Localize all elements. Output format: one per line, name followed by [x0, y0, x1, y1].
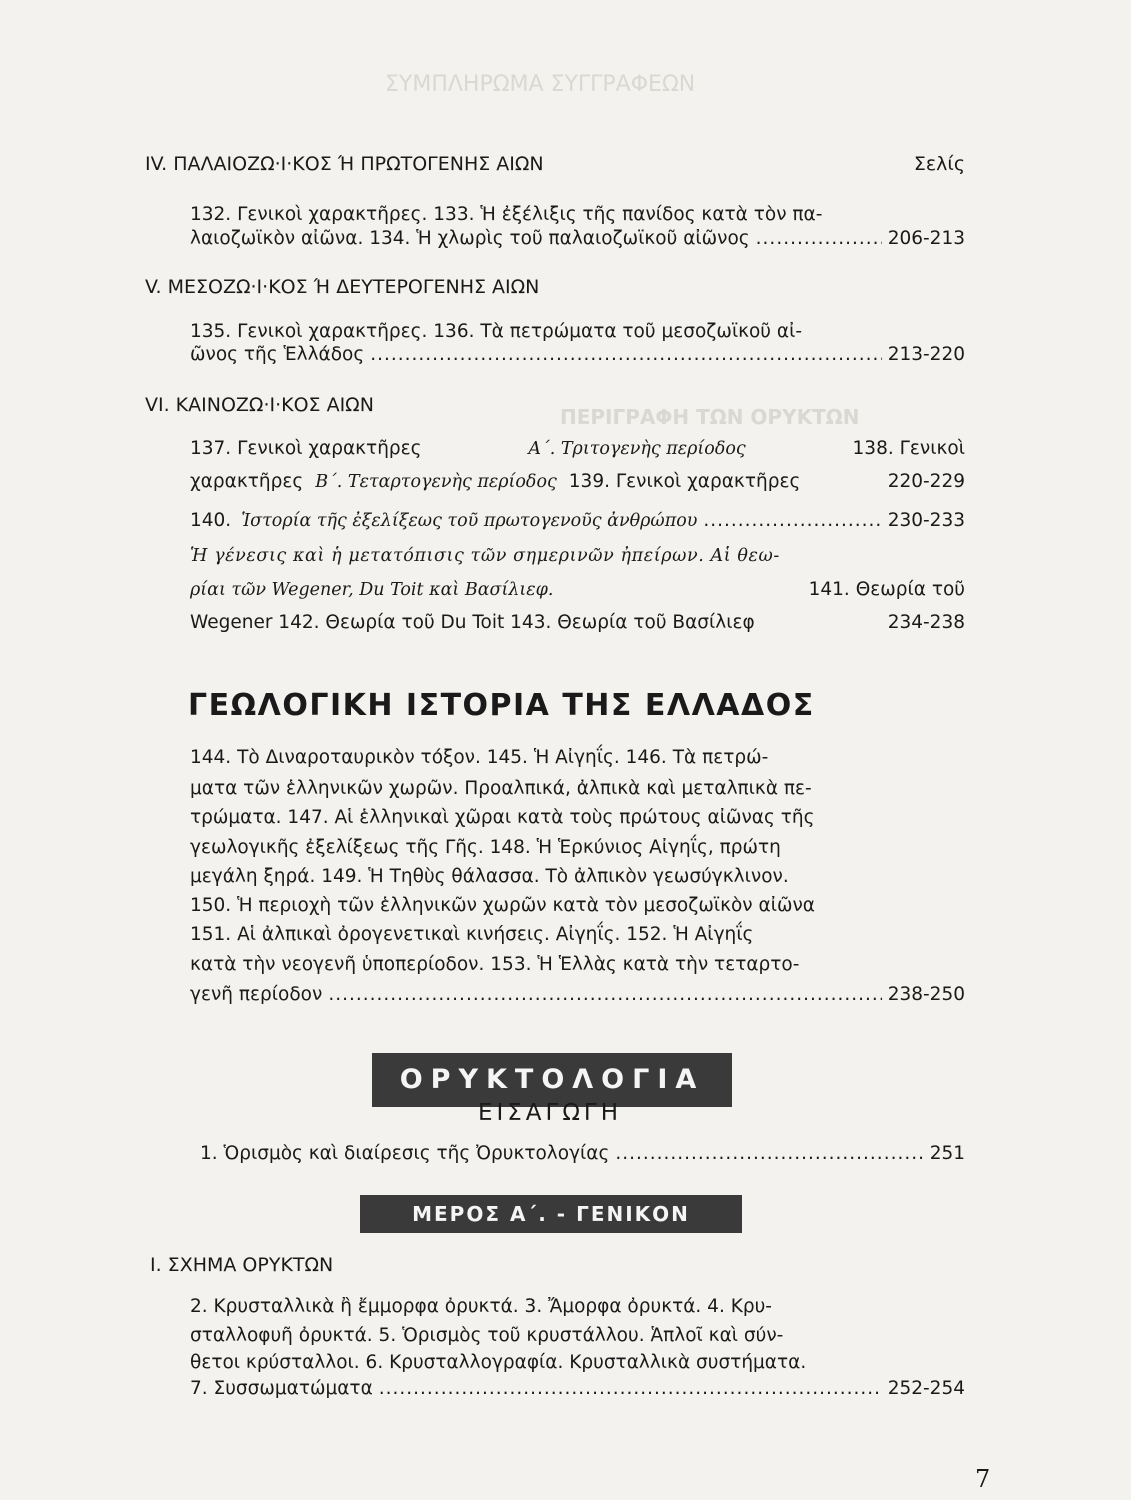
toc-italic-line: Ἡ γένεσις καὶ ἡ μετατόπισις τῶν σημερινῶν ἠπείρων. Αἱ θεω- [190, 546, 780, 566]
section-i-heading: I. ΣΧΗΜΑ ΟΡΥΚΤΩΝ [150, 1254, 334, 1276]
toc-text: 7. Συσσωματώματα [190, 1378, 373, 1399]
bleed-through-text: ΠΕΡΙΓΡΑΦΗ ΤΩΝ ΟΡΥΚΤΩΝ [560, 405, 860, 429]
toc-entry-line [190, 437, 965, 461]
toc-entry-line: 132. Γενικοὶ χαρακτῆρες. 133. Ἡ ἐξέλιξις τῆς πανίδος κατὰ τὸν πα- [190, 204, 823, 225]
toc-text: 140. [190, 510, 232, 531]
mineralogy-banner: ΟΡΥΚΤΟΛΟΓΙΑ [372, 1053, 732, 1107]
bleed-through-text: ΣΥΜΠΛΗΡΩΜΑ ΣΥΓΓΡΑΦΕΩΝ [385, 72, 696, 97]
toc-entry-line [190, 470, 965, 494]
toc-text: λαιοζωϊκὸν αἰῶνα. 134. Ἡ χλωρὶς τοῦ παλαιοζωϊκοῦ αἰῶνος [190, 228, 750, 249]
leader-dots [370, 343, 881, 367]
toc-entry-line: 135. Γενικοὶ χαρακτῆρες. 136. Τὰ πετρώματα τοῦ μεσοζωϊκοῦ αἰ- [190, 321, 803, 342]
page-range: 220-229 [887, 471, 965, 492]
page-range: 238-250 [887, 984, 965, 1005]
section-title: IV. ΠΑΛΑΙΟΖΩ·Ι·ΚΟΣ Ή ΠΡΩΤΟΓΕΝΗΣ ΑΙΩΝ [145, 153, 544, 175]
page-range: 213-220 [887, 344, 965, 365]
page-column-label: Σελίς [913, 153, 965, 175]
toc-entry-line: θετοι κρύσταλλοι. 6. Κρυσταλλογραφία. Κρυσταλλικὰ συστήματα. [190, 1352, 807, 1373]
leader-dots [379, 1377, 882, 1401]
page-range: 251 [929, 1143, 965, 1164]
toc-text: ῶνος τῆς Ἑλλάδος [190, 344, 365, 365]
toc-text: χαρακτῆρες [190, 471, 304, 492]
part-a-banner: ΜΕΡΟΣ Α΄. - ΓΕΝΙΚΟΝ [360, 1195, 742, 1233]
toc-entry-line [190, 227, 965, 251]
toc-entry-line: σταλλοφυῆ ὀρυκτά. 5. Ὁρισμὸς τοῦ κρυστάλλου. Ἁπλοῖ καὶ σύν- [190, 1325, 784, 1346]
leader-dots [756, 227, 882, 251]
toc-italic-text: Α΄. Τριτογενὴς περίοδος [528, 439, 746, 459]
toc-entry-line: 151. Αἱ ἀλπικαὶ ὀρογενετικαὶ κινήσεις. Αἰγηΐς. 152. Ἡ Αἰγηΐς [190, 924, 754, 945]
page-number: 7 [975, 1465, 991, 1493]
toc-text: 1. Ὁρισμὸς καὶ διαίρεσις τῆς Ὀρυκτολογίας [200, 1143, 610, 1164]
toc-entry-line [190, 983, 965, 1007]
toc-text: γενῆ περίοδον [190, 984, 323, 1005]
toc-italic-text: Ἱστορία τῆς ἐξελίξεως τοῦ πρωτογενοῦς ἀνθρώπου [241, 511, 698, 531]
introduction-title: ΕΙΣΑΓΩΓΗ [477, 1100, 623, 1126]
leader-dots [328, 983, 881, 1007]
section-vi-heading: VI. ΚΑΙΝΟΖΩ·Ι·ΚΟΣ ΑΙΩΝ [145, 394, 374, 416]
leader-dots [615, 1142, 923, 1166]
toc-italic-text: Β΄. Τεταρτογενὴς περίοδος [315, 472, 557, 492]
section-iv-heading [145, 152, 965, 176]
toc-entry-line [190, 509, 965, 533]
toc-entry-line [200, 1142, 965, 1166]
geology-title: ΓΕΩΛΟΓΙΚΗ ΙΣΤΟΡΙΑ ΤΗΣ ΕΛΛΑΔΟΣ [188, 688, 815, 723]
page-range: 234-238 [887, 612, 965, 633]
toc-text: 139. Γενικοὶ χαρακτῆρες [568, 471, 801, 492]
section-v-heading: V. ΜΕΣΟΖΩ·Ι·ΚΟΣ Ή ΔΕΥΤΕΡΟΓΕΝΗΣ ΑΙΩΝ [145, 276, 540, 298]
toc-entry-line: κατὰ τὴν νεογενῆ ὑποπερίοδον. 153. Ἡ Ἑλλὰς κατὰ τὴν τεταρτο- [190, 954, 800, 975]
toc-entry-line: 150. Ἡ περιοχὴ τῶν ἑλληνικῶν χωρῶν κατὰ τὸν μεσοζωϊκὸν αἰῶνα [190, 895, 815, 916]
toc-entry-line: τρώματα. 147. Αἱ ἑλληνικαὶ χῶραι κατὰ τοὺς πρώτους αἰῶνας τῆς [190, 807, 815, 828]
page-range: 230-233 [887, 510, 965, 531]
page-range: 206-213 [887, 228, 965, 249]
toc-entry-line: γεωλογικῆς ἐξελίξεως τῆς Γῆς. 148. Ἡ Ἑρκύνιος Αἰγηΐς, πρώτη [190, 837, 781, 858]
toc-entry-line [190, 1377, 965, 1401]
toc-entry-line [190, 578, 965, 602]
toc-italic-text: ρίαι τῶν Wegener, Du Toit καὶ Βασίλιεφ. [190, 580, 554, 600]
toc-text: 137. Γενικοὶ χαρακτῆρες [190, 438, 422, 459]
page-range: 252-254 [887, 1378, 965, 1399]
toc-text: 141. Θεωρία τοῦ [808, 579, 965, 600]
toc-entry-line: μεγάλη ξηρά. 149. Ἡ Τηθὺς θάλασσα. Τὸ ἀλπικὸν γεωσύγκλινον. [190, 866, 789, 887]
toc-entry-line: 144. Τὸ Διναροταυρικὸν τόξον. 145. Ἡ Αἰγηΐς. 146. Τὰ πετρώ- [190, 747, 769, 768]
toc-text: Wegener 142. Θεωρία τοῦ Du Toit 143. Θεωρία τοῦ Βασίλιεφ [190, 612, 755, 633]
toc-entry-line: 2. Κρυσταλλικὰ ἢ ἔμμορφα ὀρυκτά. 3. Ἄμορφα ὀρυκτά. 4. Κρυ- [190, 1296, 772, 1317]
leader-dots [703, 509, 881, 533]
toc-entry-line: ματα τῶν ἑλληνικῶν χωρῶν. Προαλπικά, ἀλπικὰ καὶ μεταλπικὰ πε- [190, 778, 812, 799]
toc-entry-line [190, 611, 965, 635]
toc-text: 138. Γενικοὶ [852, 438, 965, 459]
toc-entry-line [190, 343, 965, 367]
